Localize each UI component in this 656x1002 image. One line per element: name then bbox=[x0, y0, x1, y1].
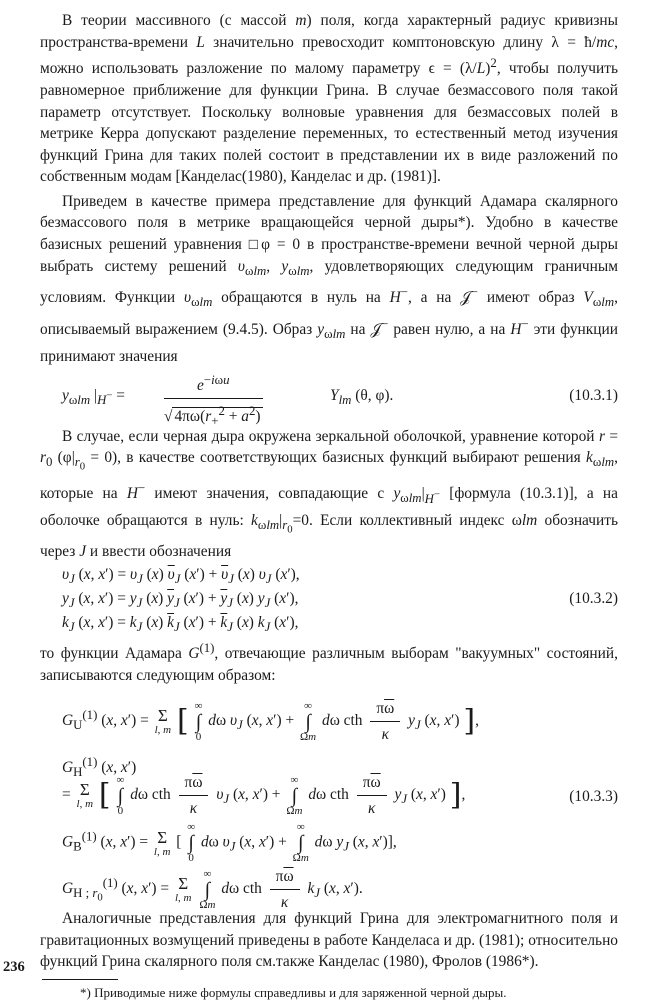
footnote-rule bbox=[42, 979, 118, 980]
equation-number: (10.3.3) bbox=[569, 788, 618, 806]
paragraph-2: Приведем в качестве примера представление для функций Адамара скалярного безмассового поля в метрике вращающейся черной дыры*). Удобно в качестве базисных решений уравнения □φ = 0 в пространстве-времени вечной черной дыры выбрать систему решений $\upsilon_{\omega lm}$, $y_{\omega lm}$, удовлетворяющих следующим граничным условиям. Функции $\upsilon_{\omega lm}$ обращаются в нуль на H−, а на 𝒥− имеют образ $V_{\omega lm}$, описываемый выражением (9.4.5). Образ $y_{\omega lm}$ на 𝒥− равен нулю, а на H− эти функции принимают значения bbox=[40, 192, 618, 365]
equation-number: (10.3.2) bbox=[569, 589, 618, 607]
paragraph-4: то функции Адамара $G^{(1)}$, отвечающие различным выборам "вакуумных" состояний, записываются следующим образом: bbox=[40, 640, 618, 684]
equation-10-3-1: $y_{\omega lm}$ $|_{H^-}$ = $e^{-i\omega u}$ √ $4\pi\overline{\omega}(r_+^2 + a^2)$ $Y_{lm}$ (θ, φ). (10.3.1) bbox=[40, 370, 618, 422]
paragraph-3: В случае, если черная дыра окружена зеркальной оболочкой, уравнение которой $r = r_0$ $(\varphi|_{r_0} = 0)$, в качестве соответствующих базисных функций выбирают решения $k_{\omega lm}$, которые на H− имеют значения, совпадающие с $y_{\omega lm}|_{H^-}$ [формула (10.3.1)], а на оболочке обращаются в нуль: $k_{\omega lm}|_{r_0}=0$. Если коллективный индекс ωlm обозначить через J и ввести обозначения bbox=[40, 427, 619, 561]
equation-number: (10.3.1) bbox=[569, 386, 618, 404]
equation-10-3-3: $G_U^{(1)}$ (x, x′) = Σ l, m [ ∞ ∫ 0 dω $\upsilon_J$ (x, x′) + ∞ ∫ Ωm dω cth $\frac{\pi\overline{\omega}}{\kappa}$ $y_J$ (x, x′) ], $G_H^{(1)}$ (x, x′) = Σ l, m [ ∞ ∫ 0 dω cth $\frac{\pi\overline{\omega}}{\kappa}$ $\upsilon_J$ (x, x′) + ∞ ∫ Ωm dω cth $\frac{\pi\overline{\omega}}{\kappa}$ $y_J$ (x, x′) ], (10.3.3) $G_B^{(1)}$ (x, x′) = Σ l, m [ ∞ ∫ 0 dω $\upsilon_J$ (x, x′) + ∞ ∫ Ωm dω $y_J$ (x, x′)], $G_{H ; r_0}^{(1)}$ (x, x′) = Σ l, m ∞ ∫ Ωm dω cth $\frac{\pi\overline{\omega}}{\kappa}$ $k_J$ (x, x′). bbox=[62, 699, 618, 912]
page-number: 236 bbox=[3, 959, 25, 975]
paragraph-1: В теории массивного (с массой m) поля, когда характерный радиус кривизны пространства-времени L значительно превосходит комптоновскую длину λ = ħ/mc, можно использовать разложение по малому параметру $\epsilon = (\lambda/L)^2$, чтобы получить равномерное приближение для функции Грина. В случае безмассового поля такой параметр отсутствует. Поскольку волновые уравнения для безмассовых полей в метрике Керра допускают разделение переменных, то естественный метод изучения функций Грина для таких полей состоит в представлении их в виде разложений по собственным модам [Канделас(1980), Канделас и др. (1981)]. bbox=[40, 12, 619, 186]
equation-10-3-2: $\upsilon_J$ (x, $x') = \upsilon_J$ (x) $\overline{\upsilon}_J$ $(x') + \overline{\upsilon}_J$ (x) $\upsilon_J$ (x′), $y_J$ (x, $x') = y_J$ (x) $\overline{y}_J$ $(x') + \overline{y}_J$ (x) $y_J$ (x′), $k_J$ (x, $x') = k_J$ (x) $\overline{k}_J$ $(x') + \overline{k}_J$ (x) $k_J$ (x′), (10.3.2) bbox=[62, 565, 618, 635]
page-body bbox=[40, 10, 618, 1002]
paragraph-5: Аналогичные представления для функций Грина для электромагнитного поля и гравитационных возмущений приведены в работе Канделаса и др. (1981); относительно функций Грина скалярного поля см.также Канделас (1980), Фролов (1986*). bbox=[40, 910, 618, 971]
footnote: *) Приводимые ниже формулы справедливы и для заряженной черной дыры. bbox=[80, 985, 507, 1001]
